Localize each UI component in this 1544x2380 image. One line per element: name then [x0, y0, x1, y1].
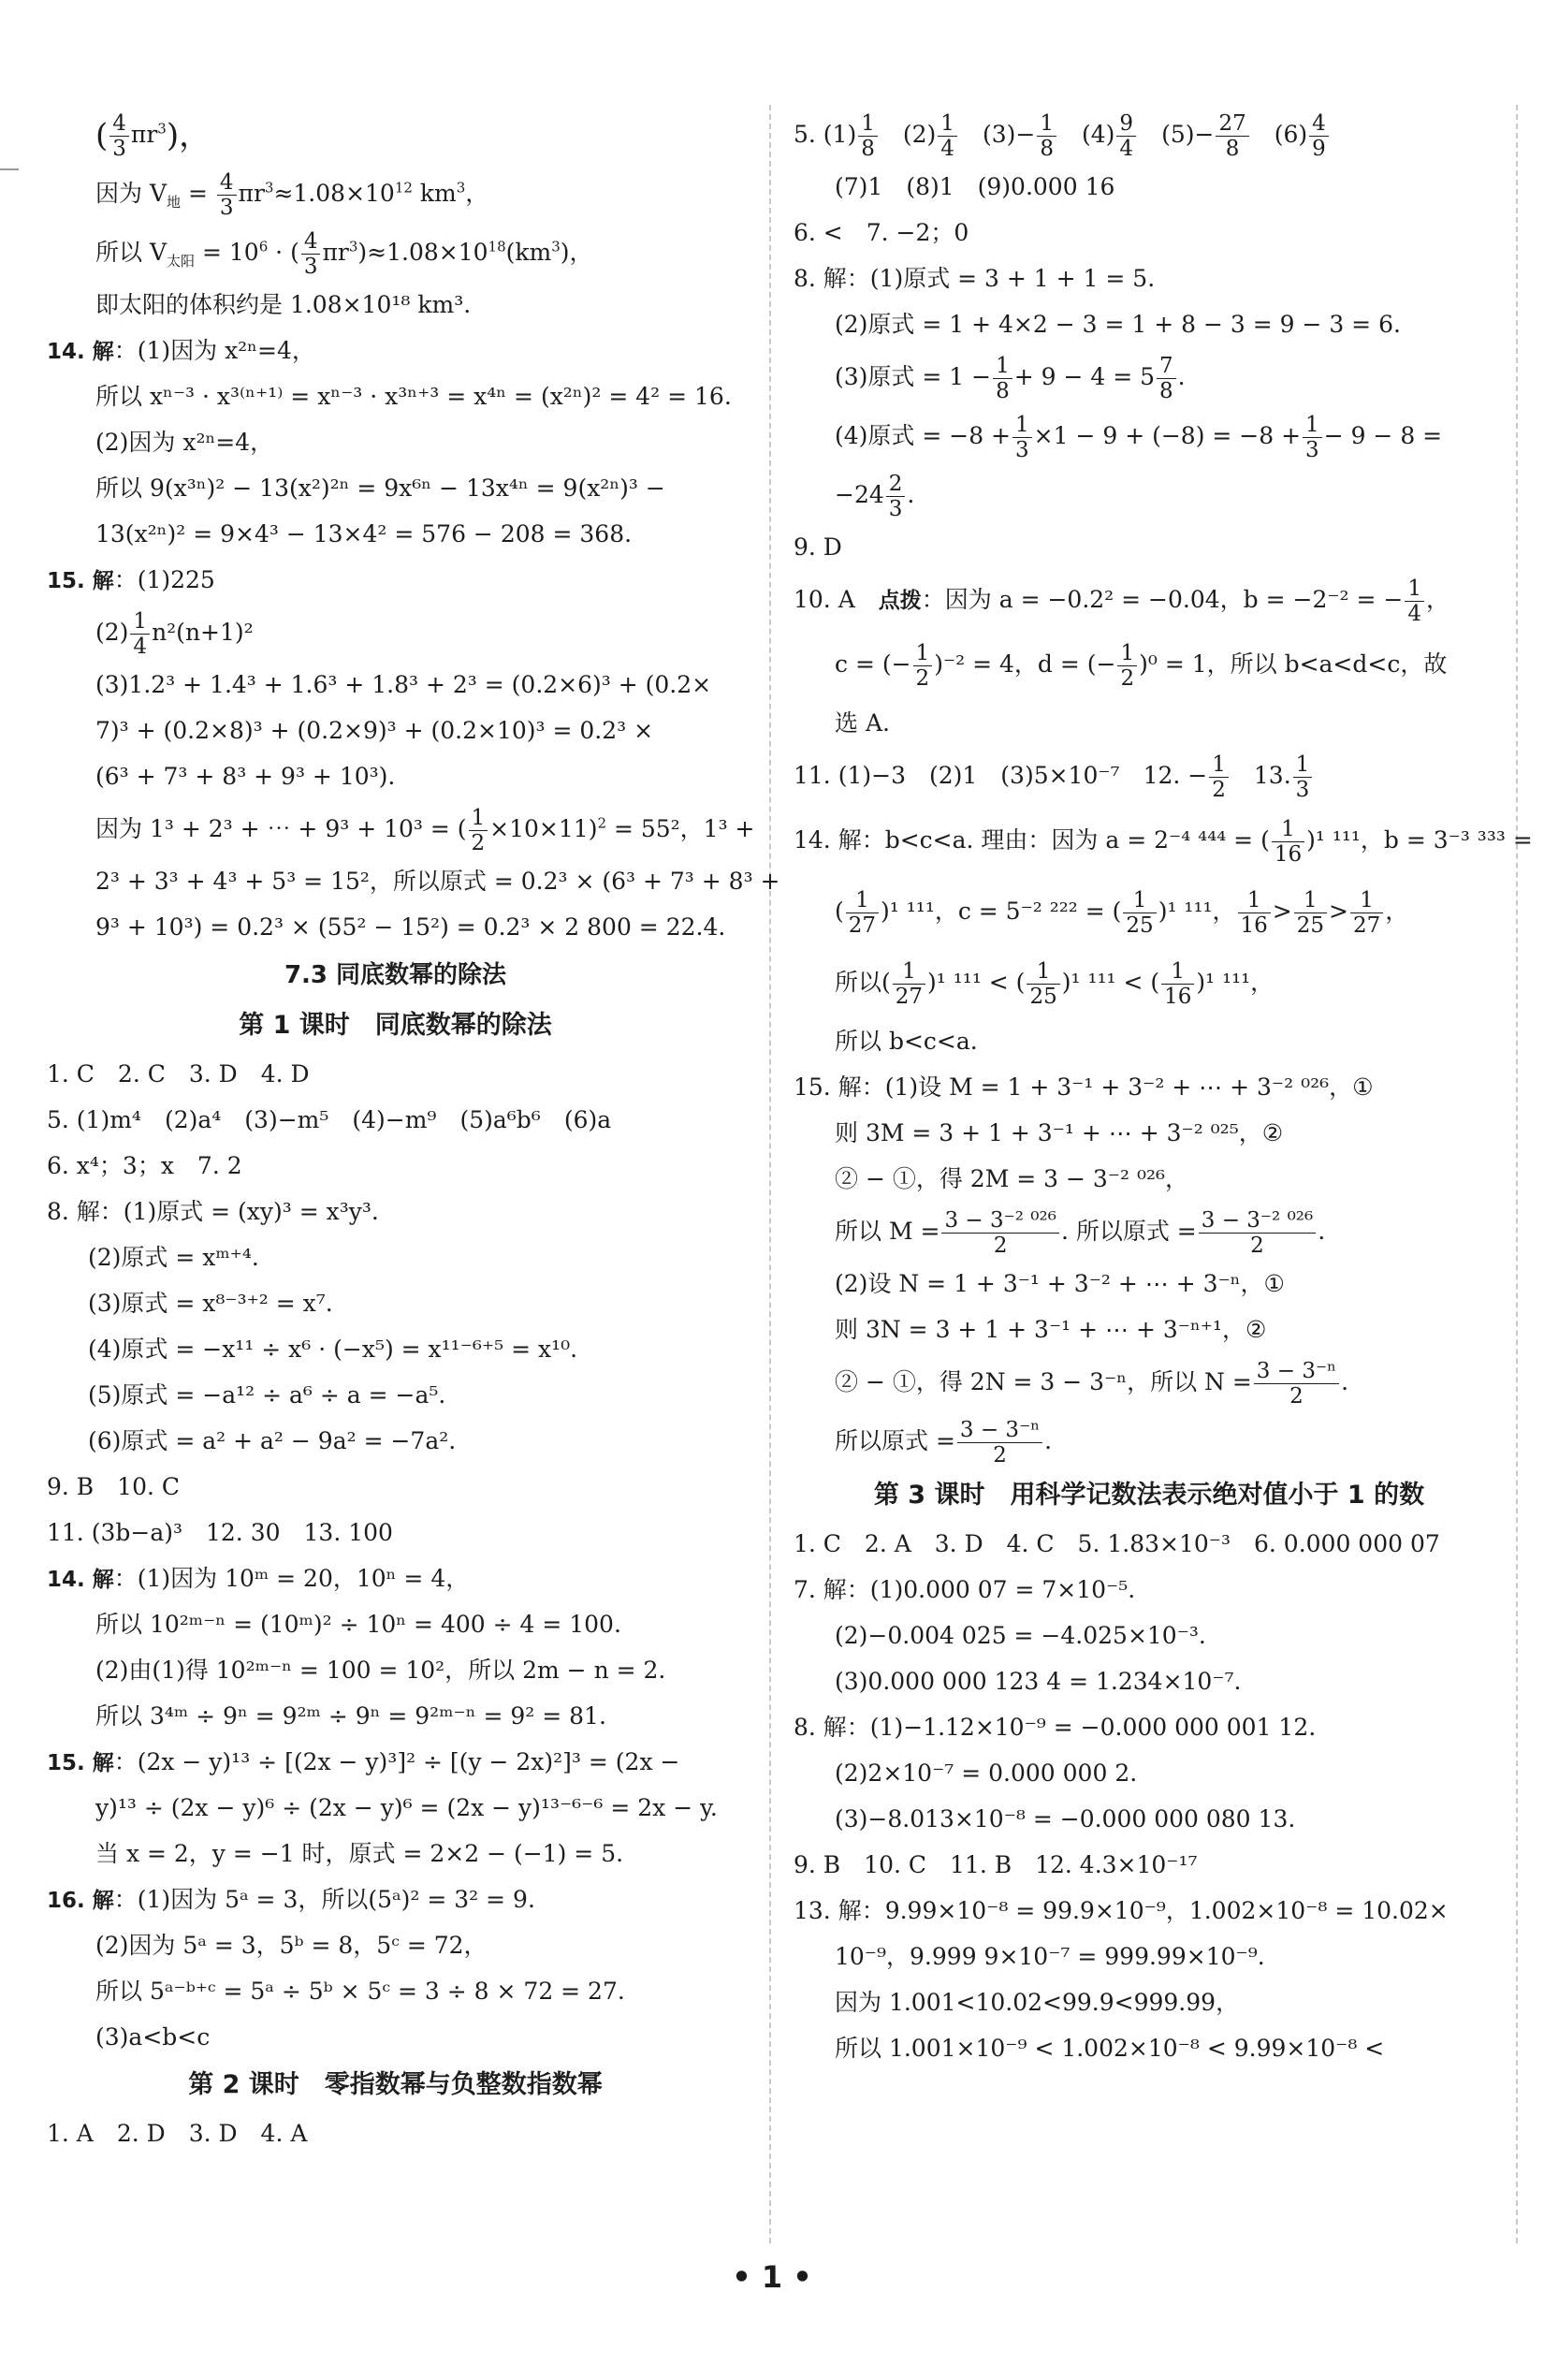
- line: (3)0.000 000 123 4 = 1.234×10⁻⁷.: [835, 1668, 1242, 1695]
- line: 9. B 10. C: [47, 1473, 181, 1500]
- left-column: [47, 105, 780, 2156]
- line: 6. x⁴；3；x 7. 2: [47, 1152, 242, 1179]
- line: (3)1.2³ + 1.4³ + 1.6³ + 1.8³ + 2³ = (0.2×6)³ + (0.2×: [95, 671, 712, 698]
- fraction: $\frac{1}{3}$: [1293, 752, 1313, 803]
- line: ( $\frac{1}{27}$ )¹ ¹¹¹，c = 5⁻² ²²² = ( $\frac{1}{25}$ )¹ ¹¹¹， $\frac{1}{16}$ > $\frac{1}{25}$ > $\frac{1}{27}$ ，: [835, 887, 1409, 938]
- fraction: $\frac{1}{16}$: [1161, 959, 1194, 1010]
- line: 所以 $V_{太阳} = 10^6$ · ( $\frac{4}{3}$ $\pi r^3)\approx 1.08\times 10^{18}(km^3)$，: [95, 228, 593, 279]
- line: 15. 解：(2x − y)¹³ ÷ [(2x − y)³]² ÷ [(y − 2x)²]³ = (2x −: [47, 1748, 680, 1775]
- line: 14. 解：(1)因为 x²ⁿ=4，: [47, 337, 315, 364]
- line: ② − ①，得 2M = 3 − 3⁻² ⁰²⁶，: [835, 1165, 1189, 1192]
- line: (4)原式 = −x¹¹ ÷ x⁶ · (−x⁵) = x¹¹⁻⁶⁺⁵ = x¹⁰.: [88, 1336, 578, 1363]
- line: (3)原式 = 1 − $\frac{1}{8}$ + 9 − 4 = 5 $\frac{7}{8}$ .: [835, 353, 1186, 403]
- fraction: $\frac{1}{4}$: [130, 609, 150, 660]
- line: 因为 1.001<10.02<99.9<999.99，: [835, 1989, 1240, 2016]
- line: 8. 解：(1)原式 = (xy)³ = x³y³.: [47, 1198, 379, 1225]
- line: 11. (1)−3 (2)1 (3)5×10⁻⁷ 12. − $\frac{1}{2}$ 13. $\frac{1}{3}$: [794, 746, 1505, 805]
- fraction: $\frac{1}{8}$: [858, 111, 878, 162]
- right-column: [794, 105, 1533, 2071]
- fraction: $\frac{2}{3}$: [886, 472, 906, 522]
- fraction: $\frac{1}{2}$: [1209, 752, 1229, 803]
- lesson-title: 第 3 课时 用科学记数法表示绝对值小于 1 的数: [873, 1481, 1425, 1510]
- line: 因为 $V_地$ = $\frac{4}{3}$ $\pi r^3\approx 1.08\times 10^{12}$ $km^3$，: [95, 169, 489, 220]
- line: 所以 5ᵃ⁻ᵇ⁺ᶜ = 5ᵃ ÷ 5ᵇ × 5ᶜ = 3 ÷ 8 × 72 = 27.: [95, 1978, 625, 2005]
- line: (4)原式 = −8 + $\frac{1}{3}$ ×1 − 9 + (−8) = −8 + $\frac{1}{3}$ − 9 − 8 =: [835, 412, 1443, 462]
- line: 13(x²ⁿ)² = 9×4³ − 13×4² = 576 − 208 = 368.: [95, 520, 633, 548]
- fraction: $\frac{1}{16}$: [1272, 817, 1304, 868]
- line: (3)a<b<c: [95, 2023, 211, 2051]
- line: 13. 解：9.99×10⁻⁸ = 99.9×10⁻⁹，1.002×10⁻⁸ = 10.02×: [794, 1897, 1449, 1924]
- lesson-title: 第 1 课时 同底数幂的除法: [239, 1011, 552, 1040]
- line: 所以 10²ᵐ⁻ⁿ = (10ᵐ)² ÷ 10ⁿ = 400 ÷ 4 = 100.: [95, 1611, 621, 1638]
- fraction: $\frac{1}{25}$: [1027, 959, 1059, 1010]
- fraction: $\frac{4}{3}$: [217, 170, 237, 221]
- lesson-title: 第 2 课时 零指数幂与负整数指数幂: [188, 2070, 603, 2099]
- line: (3)−8.013×10⁻⁸ = −0.000 000 080 13.: [835, 1805, 1296, 1832]
- line: 即太阳的体积约是 1.08×10¹⁸ km³.: [95, 291, 472, 318]
- line: 则 3N = 3 + 1 + 3⁻¹ + ⋯ + 3⁻ⁿ⁺¹，②: [835, 1316, 1267, 1343]
- fraction: $\frac{4}{3}$: [301, 229, 321, 280]
- line: −24 $\frac{2}{3}$ .: [835, 471, 915, 521]
- line: 10⁻⁹，9.999 9×10⁻⁷ = 999.99×10⁻⁹.: [835, 1943, 1265, 1970]
- line: 1. C 2. A 3. D 4. C 5. 1.83×10⁻³ 6. 0.000 000 07: [794, 1530, 1440, 1557]
- line: (6³ + 7³ + 8³ + 9³ + 10³).: [95, 763, 396, 790]
- line: 所以 3⁴ᵐ ÷ 9ⁿ = 9²ᵐ ÷ 9ⁿ = 9²ᵐ⁻ⁿ = 9² = 81.: [95, 1702, 606, 1730]
- fraction: $\frac{1}{8}$: [993, 354, 1012, 404]
- line: 8. 解：(1)−1.12×10⁻⁹ = −0.000 000 001 12.: [794, 1714, 1317, 1741]
- line: ( $\frac{4}{3}$ $\pi r^3$)，: [95, 110, 211, 161]
- fraction: $\frac{1}{16}$: [1238, 888, 1271, 939]
- fraction: $\frac{9}{4}$: [1116, 111, 1136, 162]
- fraction: $\frac{\text{3 − 3⁻ⁿ}}{2}$: [1254, 1359, 1339, 1409]
- fraction: $\frac{27}{8}$: [1216, 111, 1248, 162]
- fraction: $\frac{1}{2}$: [913, 641, 933, 692]
- line: 所以( $\frac{1}{27}$ )¹ ¹¹¹ < ( $\frac{1}{25}$ )¹ ¹¹¹ < ( $\frac{1}{16}$ )¹ ¹¹¹，: [835, 958, 1275, 1009]
- line: 所以 xⁿ⁻³ · x³⁽ⁿ⁺¹⁾ = xⁿ⁻³ · x³ⁿ⁺³ = x⁴ⁿ = (x²ⁿ)² = 4² = 16.: [95, 383, 732, 410]
- line: 2³ + 3³ + 4³ + 5³ = 15²，所以原式 = 0.2³ × (6³ + 7³ + 8³ +: [95, 868, 780, 895]
- line: 9. B 10. C 11. B 12. 4.3×10⁻¹⁷: [794, 1851, 1198, 1878]
- fraction: $\frac{1}{4}$: [1405, 577, 1424, 627]
- line: 14. 解：(1)因为 10ᵐ = 20，10ⁿ = 4，: [47, 1565, 470, 1592]
- fraction: $\frac{4}{9}$: [1309, 111, 1329, 162]
- column-divider: [769, 105, 771, 2243]
- page-number: • 1 •: [732, 2259, 812, 2295]
- line: (2) $\frac{1}{4}$ n²(n+1)²: [95, 608, 254, 659]
- line: 所以 9(x³ⁿ)² − 13(x²)²ⁿ = 9x⁶ⁿ − 13x⁴ⁿ = 9(x²ⁿ)³ −: [95, 475, 665, 502]
- line: 1. A 2. D 3. D 4. A: [47, 2120, 308, 2147]
- line: (3)原式 = x⁸⁻³⁺² = x⁷.: [88, 1290, 333, 1317]
- fraction: $\frac{1}{3}$: [1012, 413, 1032, 463]
- line: 5. (1)m⁴ (2)a⁴ (3)−m⁵ (4)−m⁹ (5)a⁶b⁶ (6)a: [47, 1106, 612, 1133]
- line: (2)由(1)得 10²ᵐ⁻ⁿ = 100 = 10²，所以 2m − n = 2.: [95, 1657, 666, 1684]
- line: (5)原式 = −a¹² ÷ a⁶ ÷ a = −a⁵.: [88, 1381, 446, 1409]
- fraction: $\frac{1}{4}$: [938, 111, 957, 162]
- line: 所以 M = $\frac{\text{3 − 3⁻² ⁰²⁶}}{2}$ . 所以原式 = $\frac{\text{3 − 3⁻² ⁰²⁶}}{2}$ .: [835, 1207, 1326, 1258]
- line: 所以 b<c<a.: [835, 1028, 978, 1055]
- line: 16. 解：(1)因为 5ᵃ = 3，所以(5ᵃ)² = 3² = 9.: [47, 1886, 535, 1913]
- line: c = (− $\frac{1}{2}$ )⁻² = 4，d = (− $\frac{1}{2}$ )⁰ = 1，所以 b<a<d<c，故: [835, 640, 1448, 691]
- fraction: $\frac{1}{2}$: [1117, 641, 1137, 692]
- line: (2)原式 = 1 + 4×2 − 3 = 1 + 8 − 3 = 9 − 3 = 6.: [835, 311, 1401, 338]
- fraction: $\frac{1}{25}$: [1123, 888, 1156, 939]
- fraction: $\frac{\text{3 − 3⁻ⁿ}}{2}$: [957, 1418, 1042, 1468]
- fraction: $\frac{1}{27}$: [846, 888, 879, 939]
- line: 所以 1.001×10⁻⁹ < 1.002×10⁻⁸ < 9.99×10⁻⁸ <: [835, 2035, 1385, 2062]
- line: (2)因为 x²ⁿ=4，: [95, 429, 274, 456]
- fraction: $\frac{4}{3}$: [109, 111, 129, 162]
- line: (7)1 (8)1 (9)0.000 16: [835, 173, 1115, 200]
- fraction: $\frac{1}{8}$: [1037, 111, 1056, 162]
- line: 所以原式 = $\frac{\text{3 − 3⁻ⁿ}}{2}$ .: [835, 1417, 1053, 1467]
- line: 7. 解：(1)0.000 07 = 7×10⁻⁵.: [794, 1576, 1136, 1603]
- fraction: $\frac{1}{3}$: [1303, 413, 1322, 463]
- fraction: $\frac{1}{27}$: [893, 959, 925, 1010]
- fraction: $\frac{1}{25}$: [1294, 888, 1327, 939]
- line: 7)³ + (0.2×8)³ + (0.2×9)³ + (0.2×10)³ = 0.2³ ×: [95, 717, 654, 744]
- line: 10. A 点拨：因为 a = −0.2² = −0.04，b = −2⁻² = − $\frac{1}{4}$ ，: [794, 576, 1450, 626]
- line: (2)−0.004 025 = −4.025×10⁻³.: [835, 1622, 1206, 1649]
- line: 14. 解：b<c<a. 理由：因为 a = 2⁻⁴ ⁴⁴⁴ = ( $\frac{1}{16}$ )¹ ¹¹¹，b = 3⁻³ ³³³ =: [794, 816, 1533, 867]
- line: 8. 解：(1)原式 = 3 + 1 + 1 = 5.: [794, 265, 1156, 292]
- line: 当 x = 2，y = −1 时，原式 = 2×2 − (−1) = 5.: [95, 1840, 624, 1867]
- line: 则 3M = 3 + 1 + 3⁻¹ + ⋯ + 3⁻² ⁰²⁵，②: [835, 1119, 1284, 1146]
- line: 选 A.: [835, 709, 890, 737]
- margin-mark: [0, 168, 19, 170]
- line: 9. D: [794, 533, 842, 561]
- line: 1. C 2. C 3. D 4. D: [47, 1060, 310, 1088]
- line: 因为 1³ + 2³ + ⋯ + 9³ + 10³ = ( $\frac{1}{2}$ ×10×11)$^2$ = 55²，1³ +: [95, 805, 755, 855]
- line: 9³ + 10³) = 0.2³ × (55² − 15²) = 0.2³ × 2 800 = 22.4.: [95, 913, 726, 941]
- fraction: $\frac{7}{8}$: [1157, 354, 1176, 404]
- line: (2)设 N = 1 + 3⁻¹ + 3⁻² + ⋯ + 3⁻ⁿ，①: [835, 1270, 1285, 1297]
- line: 15. 解：(1)设 M = 1 + 3⁻¹ + 3⁻² + ⋯ + 3⁻² ⁰²⁶，①: [794, 1073, 1374, 1101]
- line: 6. < 7. −2；0: [794, 219, 969, 246]
- right-margin-rule: [1516, 105, 1518, 2243]
- fraction: $\frac{1}{2}$: [469, 806, 488, 856]
- line: (6)原式 = a² + a² − 9a² = −7a².: [88, 1427, 457, 1454]
- fraction: $\frac{\text{3 − 3⁻² ⁰²⁶}}{2}$: [1199, 1208, 1317, 1259]
- fraction: $\frac{\text{3 − 3⁻² ⁰²⁶}}{2}$: [941, 1208, 1059, 1259]
- fraction: $\frac{1}{27}$: [1350, 888, 1383, 939]
- line: (2)原式 = xᵐ⁺⁴.: [88, 1244, 259, 1271]
- section-title: 7.3 同底数幂的除法: [284, 961, 507, 989]
- line: 5. (1) $\frac{1}{8}$ (2) $\frac{1}{4}$ (3)− $\frac{1}{8}$ (4) $\frac{9}{4}$ (5)− $\frac{27}{8}$ (6) $\frac{4}{9}$: [794, 105, 1505, 164]
- line: 15. 解：(1)225: [47, 566, 215, 593]
- line: ② − ①，得 2N = 3 − 3⁻ⁿ，所以 N = $\frac{\text{3 − 3⁻ⁿ}}{2}$ .: [835, 1358, 1349, 1409]
- line: (2)因为 5ᵃ = 3，5ᵇ = 8，5ᶜ = 72，: [95, 1932, 488, 1959]
- line: y)¹³ ÷ (2x − y)⁶ ÷ (2x − y)⁶ = (2x − y)¹³⁻⁶⁻⁶ = 2x − y.: [95, 1794, 718, 1821]
- line: (2)2×10⁻⁷ = 0.000 000 2.: [835, 1759, 1138, 1787]
- line: 11. (3b−a)³ 12. 30 13. 100: [47, 1519, 393, 1546]
